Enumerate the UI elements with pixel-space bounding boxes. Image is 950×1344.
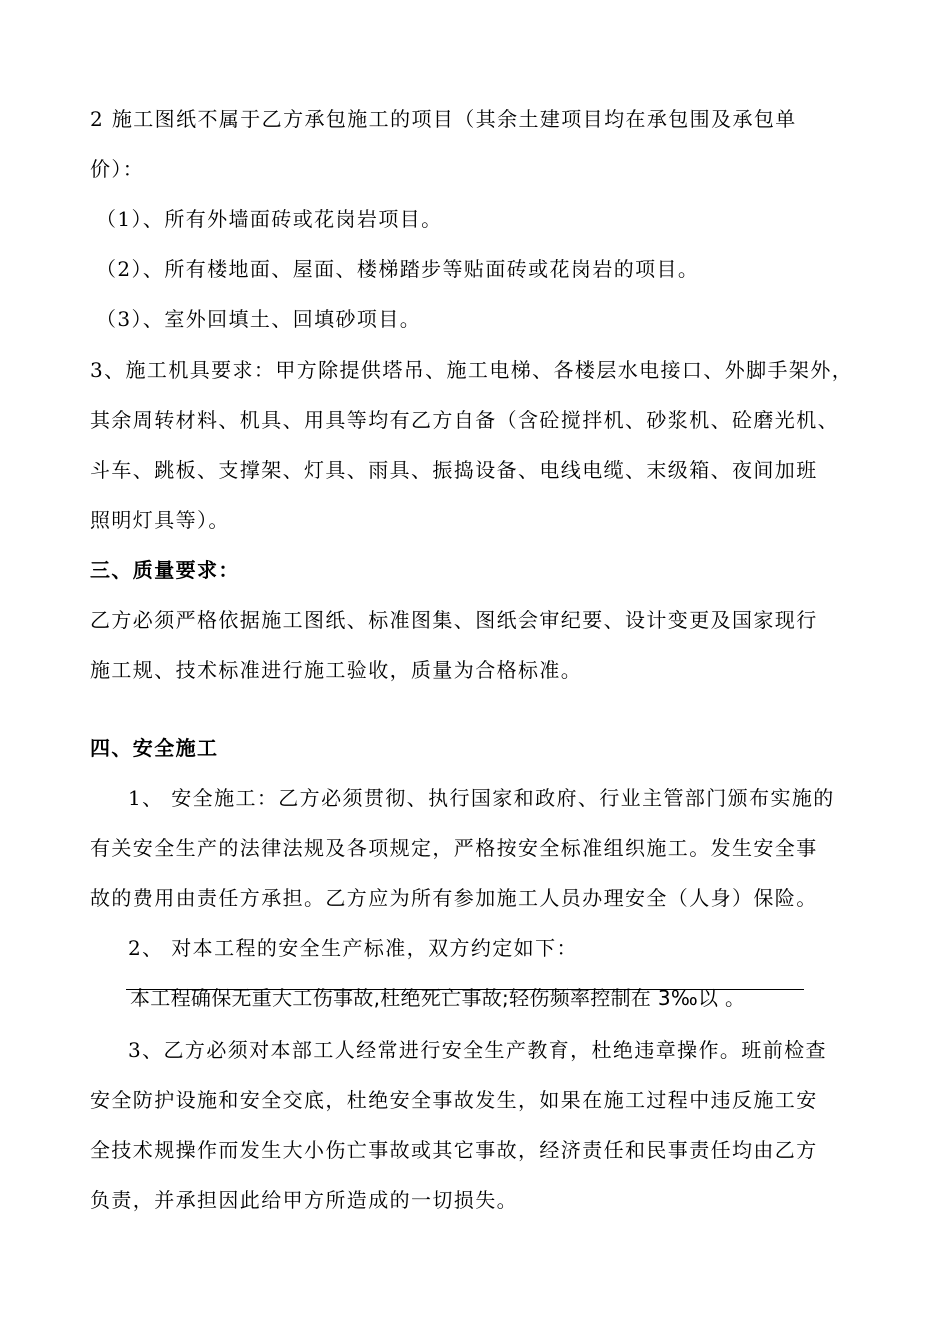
safety-clause-1-cont: 有关安全生产的法律法规及各项规定，严格按安全标准组织施工。发生安全事 [90,836,818,860]
safety-clause-2: 2、 对本工程的安全生产标准，双方约定如下： [128,936,578,960]
safety-clause-3-cont: 安全防护设施和安全交底，杜绝安全事故发生，如果在施工过程中违反施工安 [90,1088,818,1112]
item-1: （1）、所有外墙面砖或花岗岩项目。 [96,207,443,231]
safety-standard-underline [126,989,804,990]
safety-clause-1: 1、 安全施工：乙方必须贯彻、执行国家和政府、行业主管部门颁布实施的 [128,786,835,810]
clause-3-text: 3、施工机具要求：甲方除提供塔吊、施工电梯、各楼层水电接口、外脚手架外， [90,358,854,382]
safety-clause-3-cont: 负责，并承担因此给甲方所造成的一切损失。 [90,1188,518,1212]
clause-3-text-cont: 其余周转材料、机具、用具等均有乙方自备（含砼搅拌机、砂浆机、砼磨光机、 [90,408,839,432]
safety-clause-1-cont: 故的费用由责任方承担。乙方应为所有参加施工人员办理安全（人身）保险。 [90,886,818,910]
clause-3-text-cont: 斗车、跳板、支撑架、灯具、雨具、振捣设备、电线电缆、末级箱、夜间加班 [90,458,818,482]
clause-3-text-cont: 照明灯具等）。 [90,508,230,532]
section-heading-safety: 四、安全施工 [90,736,219,760]
item-2: （2）、所有楼地面、屋面、楼梯踏步等贴面砖或花岗岩的项目。 [96,257,700,281]
safety-clause-3: 3、乙方必须对本部工人经常进行安全生产教育，杜绝违章操作。班前检查 [128,1038,827,1062]
safety-clause-3-cont: 全技术规操作而发生大小伤亡事故或其它事故，经济责任和民事责任均由乙方 [90,1138,818,1162]
safety-standard-text: 本工程确保无重大工伤事故,杜绝死亡事故;轻伤频率控制在 3‰以 。 [130,986,746,1010]
item-3: （3）、室外回填土、回填砂项目。 [96,307,422,331]
quality-text-cont: 施工规、技术标准进行施工验收，质量为合格标准。 [90,658,583,682]
clause-2-text-cont: 价）： [90,157,145,181]
clause-2-text: 2 施工图纸不属于乙方承包施工的项目（其余土建项目均在承包围及承包单 [90,107,797,131]
quality-text: 乙方必须严格依据施工图纸、标准图集、图纸会审纪要、设计变更及国家现行 [90,608,818,632]
section-heading-quality: 三、质量要求： [90,558,240,582]
